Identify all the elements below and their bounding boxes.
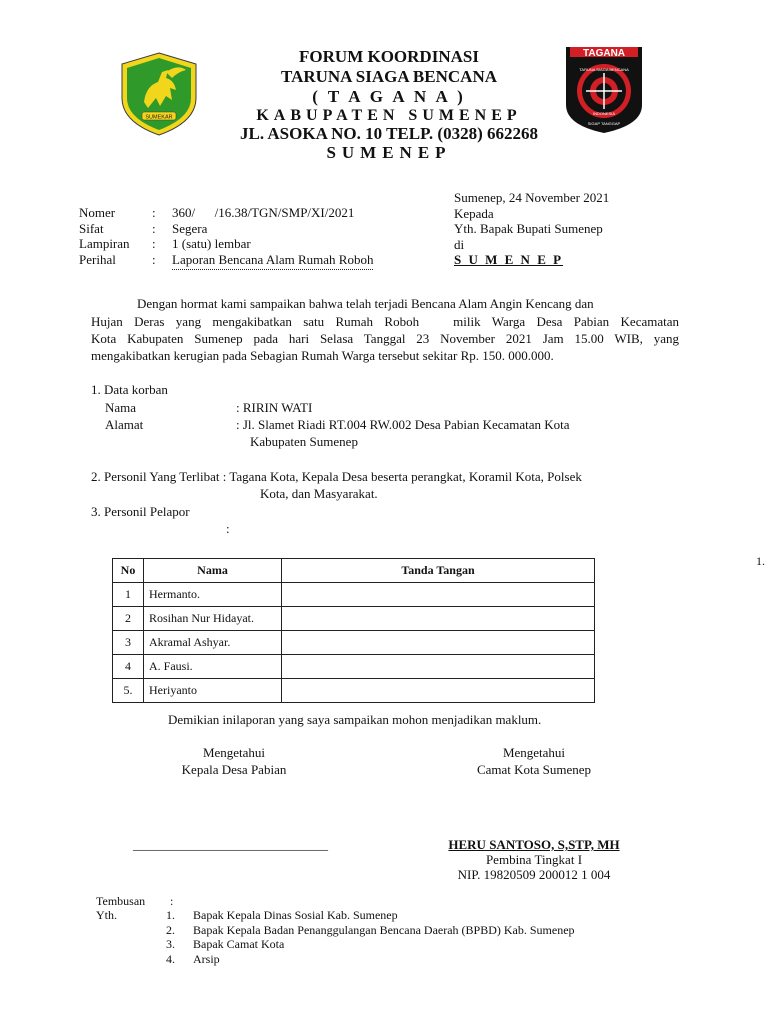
header-line-5: JL. ASOKA NO. 10 TELP. (0328) 662268: [239, 124, 539, 143]
header-line-1: FORUM KOORDINASI: [299, 47, 479, 66]
tembusan-colon: :: [170, 894, 174, 908]
right-logo-bottom: SIGAP TANGGAP: [587, 121, 621, 126]
left-logo-text: SUMEKAR: [145, 114, 173, 121]
list-item: 1. Bapak Kepala Dinas Sosial Kab. Sumenep: [166, 908, 398, 922]
right-title: Camat Kota Sumenep: [476, 762, 592, 777]
right-signer-nip: NIP. 19820509 200012 1 004: [457, 867, 611, 882]
signature-cell: [282, 607, 595, 631]
right-logo-ring: TARUNA SIAGA BENCANA: [579, 67, 629, 72]
table-row: 3 Akramal Ashyar.: [113, 631, 595, 655]
body-line-1: Dengan hormat kami sampaikan bahwa telah terjadi Bencana Alam Angin Kencang dan: [137, 296, 594, 311]
right-logo-sub: INDONESIA: [592, 111, 616, 116]
closing-text: Demikian inilaporan yang saya sampaikan mohon menjadikan maklum.: [168, 712, 542, 727]
table-row: 5. Heriyanto: [113, 679, 595, 703]
personil-terlibat-cont: Kota, dan Masyarakat.: [260, 486, 378, 501]
left-signature-line: ______________________________: [133, 837, 328, 852]
signature-cell: [282, 583, 595, 607]
tembusan-yth: Yth.: [96, 908, 117, 922]
header-line-4: KABUPATEN SUMENEP: [256, 107, 522, 124]
left-title: Kepala Desa Pabian: [181, 762, 287, 777]
th-tanda-tangan: Tanda Tangan: [282, 559, 595, 583]
tembusan-label: Tembusan: [96, 894, 146, 908]
address-di: di: [454, 236, 465, 252]
th-no: No: [113, 559, 144, 583]
alamat-label: Alamat: [105, 417, 144, 432]
signature-cell: [282, 631, 595, 655]
address-to: Yth. Bapak Bupati Sumenep: [454, 221, 603, 236]
table-header-row: [113, 559, 595, 583]
right-logo-title: TAGANA: [582, 48, 626, 59]
left-mengetahui: Mengetahui: [202, 745, 266, 760]
nama-label: Nama: [105, 400, 137, 415]
address-block: [454, 190, 609, 268]
nama-value: : RIRIN WATI: [236, 400, 313, 415]
body-line-4: mengakibatkan kerugian pada Sebagian Rumah Warga tersebut sekitar Rp. 150. 000.000.: [91, 348, 554, 363]
letter-date: Sumenep, 24 November 2021: [454, 190, 610, 205]
alamat-value-2: Kabupaten Sumenep: [250, 434, 358, 449]
meta-row-perihal: Perihal : Laporan Bencana Alam Rumah Roboh: [79, 252, 373, 268]
section-personil-pelapor: 3. Personil Pelapor: [91, 504, 190, 519]
meta-row-nomer: Nomer : 360/ /16.38/TGN/SMP/XI/2021: [79, 205, 355, 220]
body-line-3: Kota Kabupaten Sumenep pada hari Selasa Tanggal 23 November 2021 Jam 15.00 WIB, yang: [91, 331, 679, 346]
stray-number: 1.: [756, 554, 765, 568]
section-personil-terlibat: 2. Personil Yang Terlibat : Tagana Kota, Kepala Desa beserta perangkat, Koramil Kota, Polsek: [91, 469, 582, 484]
table-row: 1 Hermanto.: [113, 583, 595, 607]
list-item: 2. Bapak Kepala Badan Penanggulangan Bencana Daerah (BPBD) Kab. Sumenep: [166, 922, 575, 937]
header-line-2: TARUNA SIAGA BENCANA: [281, 67, 497, 86]
signature-cell: [282, 679, 595, 703]
meta-row-sifat: Sifat : Segera: [79, 220, 208, 236]
tembusan-list: [166, 908, 575, 966]
signature-cell: [282, 655, 595, 679]
list-item: 3. Bapak Camat Kota: [166, 937, 285, 951]
th-nama: Nama: [144, 559, 282, 583]
table-row: 2 Rosihan Nur Hidayat.: [113, 607, 595, 631]
alamat-value-1: : Jl. Slamet Riadi RT.004 RW.002 Desa Pabian Kecamatan Kota: [236, 417, 570, 432]
pelapor-colon: :: [226, 521, 230, 536]
right-signer-name: HERU SANTOSO, S,STP, MH: [448, 837, 620, 852]
header-line-6: SUMENEP: [326, 143, 452, 162]
table-row: 4 A. Fausi.: [113, 655, 595, 679]
right-signer-rank: Pembina Tingkat I: [485, 852, 583, 867]
list-item: 4. Arsip: [166, 951, 220, 966]
letter-meta: [79, 205, 373, 267]
meta-row-lampiran: Lampiran : 1 (satu) lembar: [79, 236, 251, 251]
header-line-3: ( T A G A N A ): [312, 87, 466, 106]
address-kepada: Kepada: [454, 205, 494, 221]
pelapor-table: [112, 558, 595, 703]
address-city: S U M E N E P: [454, 252, 564, 267]
body-line-2: Hujan Deras yang mengakibatkan satu Rumah Roboh milik Warga Desa Pabian Kecamatan: [91, 314, 679, 329]
section-data-korban: 1. Data korban: [91, 382, 168, 397]
right-mengetahui: Mengetahui: [502, 745, 566, 760]
